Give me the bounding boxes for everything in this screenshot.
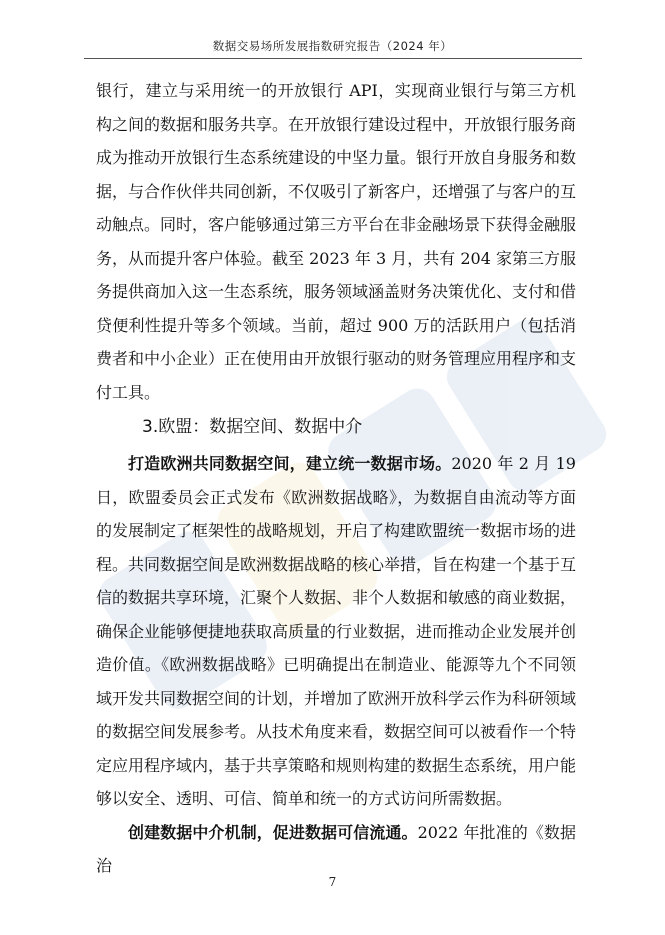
paragraph-data-space [96,447,576,816]
running-header: 数据交易场所发展指数研究报告（2024 年） [212,39,453,53]
page-number: 7 [328,875,337,889]
paragraph-lead-data-space: 打造欧洲共同数据空间，建立统一数据市场。 [128,454,452,473]
paragraph-body-data-space: 2020 年 2 月 19 日，欧盟委员会正式发布《欧洲数据战略》，为数据自由流动等方面的发展制定了框架性的战略规划，开启了构建欧盟统一数据市场的进程。共同数据空间是欧洲数据战略的核心举措，旨在构建一个基于互信的数据共享环境，汇聚个人数据、非个人数据和敏感的商业数据，确保企业能够便捷地获取高质量的行业数据，进而推动企业发展并创造价值。《欧洲数据战略》已明确提出在制造业、能源等九个不同领域开发共同数据空间的计划，并增加了欧洲开放科学云作为科研领域的数据空间发展参考。从技术角度来看，数据空间可以被看作一个特定应用程序域内，基于共享策略和规则构建的数据生态系统，用户能够以安全、透明、可信、简单和统一的方式访问所需数据。 [96,454,577,808]
header-divider [84,58,582,59]
paragraph-open-banking: 银行，建立与采用统一的开放银行 API，实现商业银行与第三方机构之间的数据和服务共享。在开放银行建设过程中，开放银行服务商成为推动开放银行生态系统建设的中坚力量。银行开放自身服务和数据，与合作伙伴共同创新，不仅吸引了新客户，还增强了与客户的互动触点。同时，客户能够通过第三方平台在非金融场景下获得金融服务，从而提升客户体验。截至 2023 年 3 月，共有 204 家第三方服务提供商加入这一生态系统，服务领域涵盖财务决策优化、支付和借贷便利性提升等多个领域。当前，超过 900 万的活跃用户（包括消费者和中小企业）正在使用由开放银行驱动的财务管理应用程序和支付工具。 [96,81,577,402]
paragraph-data-intermediary [96,816,576,883]
paragraph-body-data-intermediary: 2022 年批准的《数据治 [96,822,576,875]
paragraph-lead-data-intermediary: 创建数据中介机制，促进数据可信流通。 [128,822,418,842]
body-text [96,74,576,883]
section-heading-eu: 3.欧盟：数据空间、数据中介 [142,417,363,437]
